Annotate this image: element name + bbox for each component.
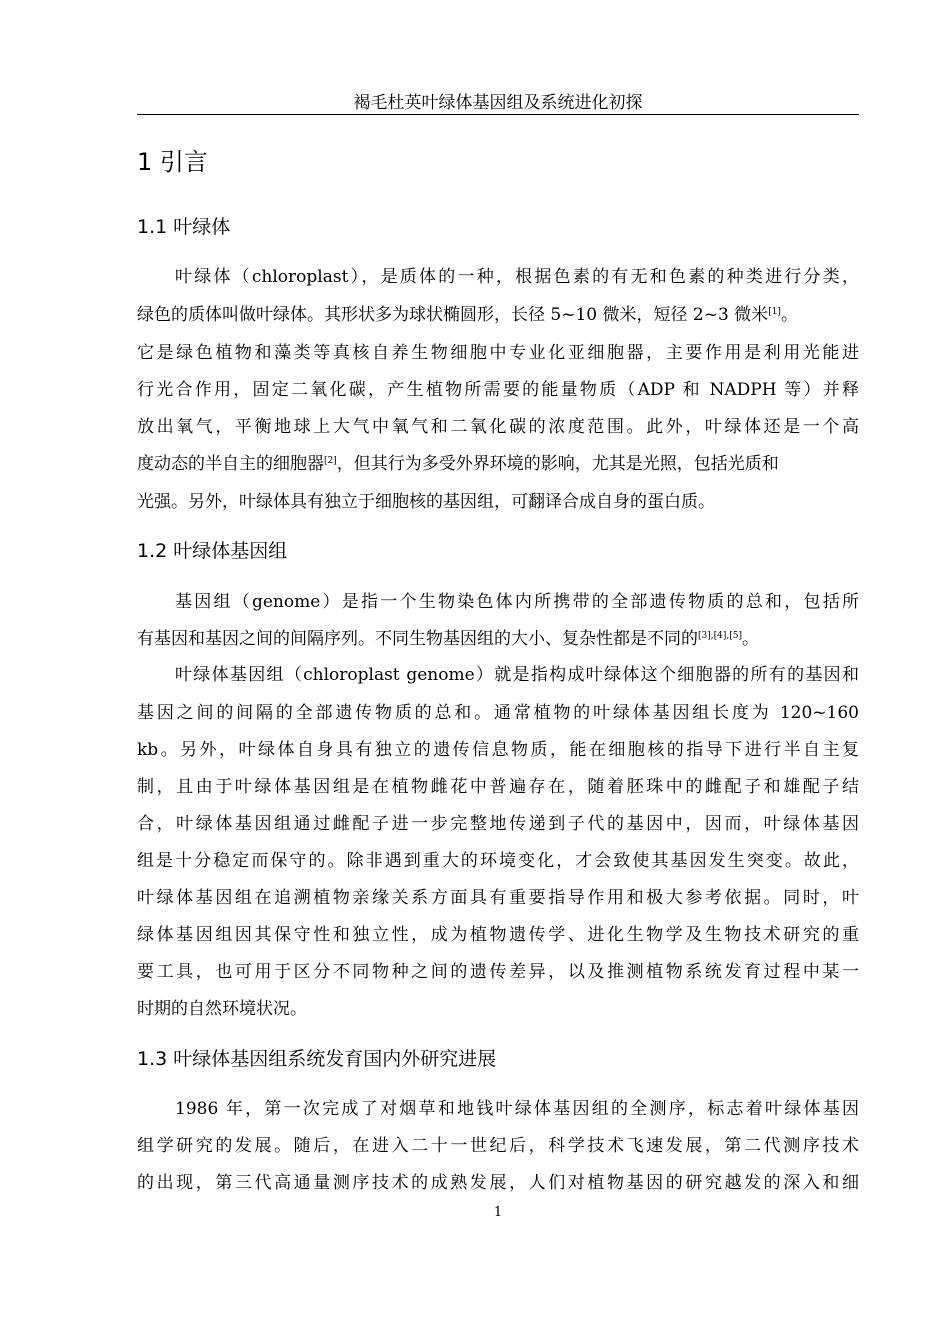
paragraph-line: kb。另外，叶绿体自身具有独立的遗传信息物质，能在细胞核的指导下进行半自主复 [137, 740, 859, 760]
paragraph-line: 叶绿体基因组（chloroplast genome）就是指构成叶绿体这个细胞器的所有的基因和 [175, 665, 859, 685]
paragraph-line: 组是十分稳定而保守的。除非遇到重大的环境变化，才会致使其基因发生突变。故此， [137, 851, 859, 871]
paragraph-line: 它是绿色植物和藻类等真核自养生物细胞中专业化亚细胞器，主要作用是利用光能进 [137, 343, 859, 363]
paragraph-line: 时期的自然环境状况。 [137, 999, 307, 1019]
section-heading-1-3: 1.3 叶绿体基因组系统发育国内外研究进展 [137, 1048, 497, 1070]
page-number: 1 [493, 1205, 503, 1220]
paragraph-line: 要工具，也可用于区分不同物种之间的遗传差异，以及推测植物系统发育过程中某一 [137, 962, 859, 982]
paragraph-line: 基因之间的间隔的全部遗传物质的总和。通常植物的叶绿体基因组长度为 120~160 [137, 703, 859, 723]
citation: [2] [324, 456, 337, 466]
paragraph-line: 制，且由于叶绿体基因组是在植物雌花中普遍存在，随着胚珠中的雌配子和雄配子结 [137, 777, 859, 797]
paragraph-line: 1986 年，第一次完成了对烟草和地钱叶绿体基因组的全测序，标志着叶绿体基因 [175, 1099, 859, 1119]
paragraph-line: 度动态的半自主的细胞器[2]，但其行为多受外界环境的影响，尤其是光照，包括光质和 [137, 454, 779, 474]
citation: [1] [768, 307, 781, 317]
paragraph-line: 有基因和基因之间的间隔序列。不同生物基因组的大小、复杂性都是不同的[3],[4],[5]。 [137, 629, 759, 649]
section-heading-1-1: 1.1 叶绿体 [137, 216, 231, 238]
paragraph-line: 绿体基因组因其保守性和独立性，成为植物遗传学、进化生物学及生物技术研究的重 [137, 925, 859, 945]
header-rule [137, 114, 859, 115]
paragraph-line: 绿色的质体叫做叶绿体。其形状多为球状椭圆形，长径 5~10 微米，短径 2~3 微米[1]。 [137, 305, 798, 325]
citation: [3],[4],[5] [698, 631, 742, 641]
paragraph-line: 组学研究的发展。随后，在进入二十一世纪后，科学技术飞速发展，第二代测序技术 [137, 1136, 859, 1156]
paragraph-line: 的出现，第三代高通量测序技术的成熟发展，人们对植物基因的研究越发的深入和细 [137, 1173, 859, 1193]
paragraph-line: 合，叶绿体基因组通过雌配子进一步完整地传递到子代的基因中，因而，叶绿体基因 [137, 814, 859, 834]
paragraph-line: 基因组（genome）是指一个生物染色体内所携带的全部遗传物质的总和，包括所 [175, 592, 859, 612]
running-header: 褐毛杜英叶绿体基因组及系统进化初探 [353, 93, 643, 113]
paragraph-line: 叶绿体（chloroplast），是质体的一种，根据色素的有无和色素的种类进行分类， [175, 267, 859, 287]
paragraph-line: 叶绿体基因组在追溯植物亲缘关系方面具有重要指导作用和极大参考依据。同时，叶 [137, 888, 859, 908]
paragraph-line: 放出氧气，平衡地球上大气中氧气和二氧化碳的浓度范围。此外，叶绿体还是一个高 [137, 417, 859, 437]
chapter-title: 1 引言 [137, 148, 208, 176]
section-heading-1-2: 1.2 叶绿体基因组 [137, 540, 288, 562]
paragraph-line: 行光合作用，固定二氧化碳，产生植物所需要的能量物质（ADP 和 NADPH 等）并释 [137, 380, 859, 400]
paragraph-line: 光强。另外，叶绿体具有独立于细胞核的基因组，可翻译合成自身的蛋白质。 [137, 492, 715, 512]
